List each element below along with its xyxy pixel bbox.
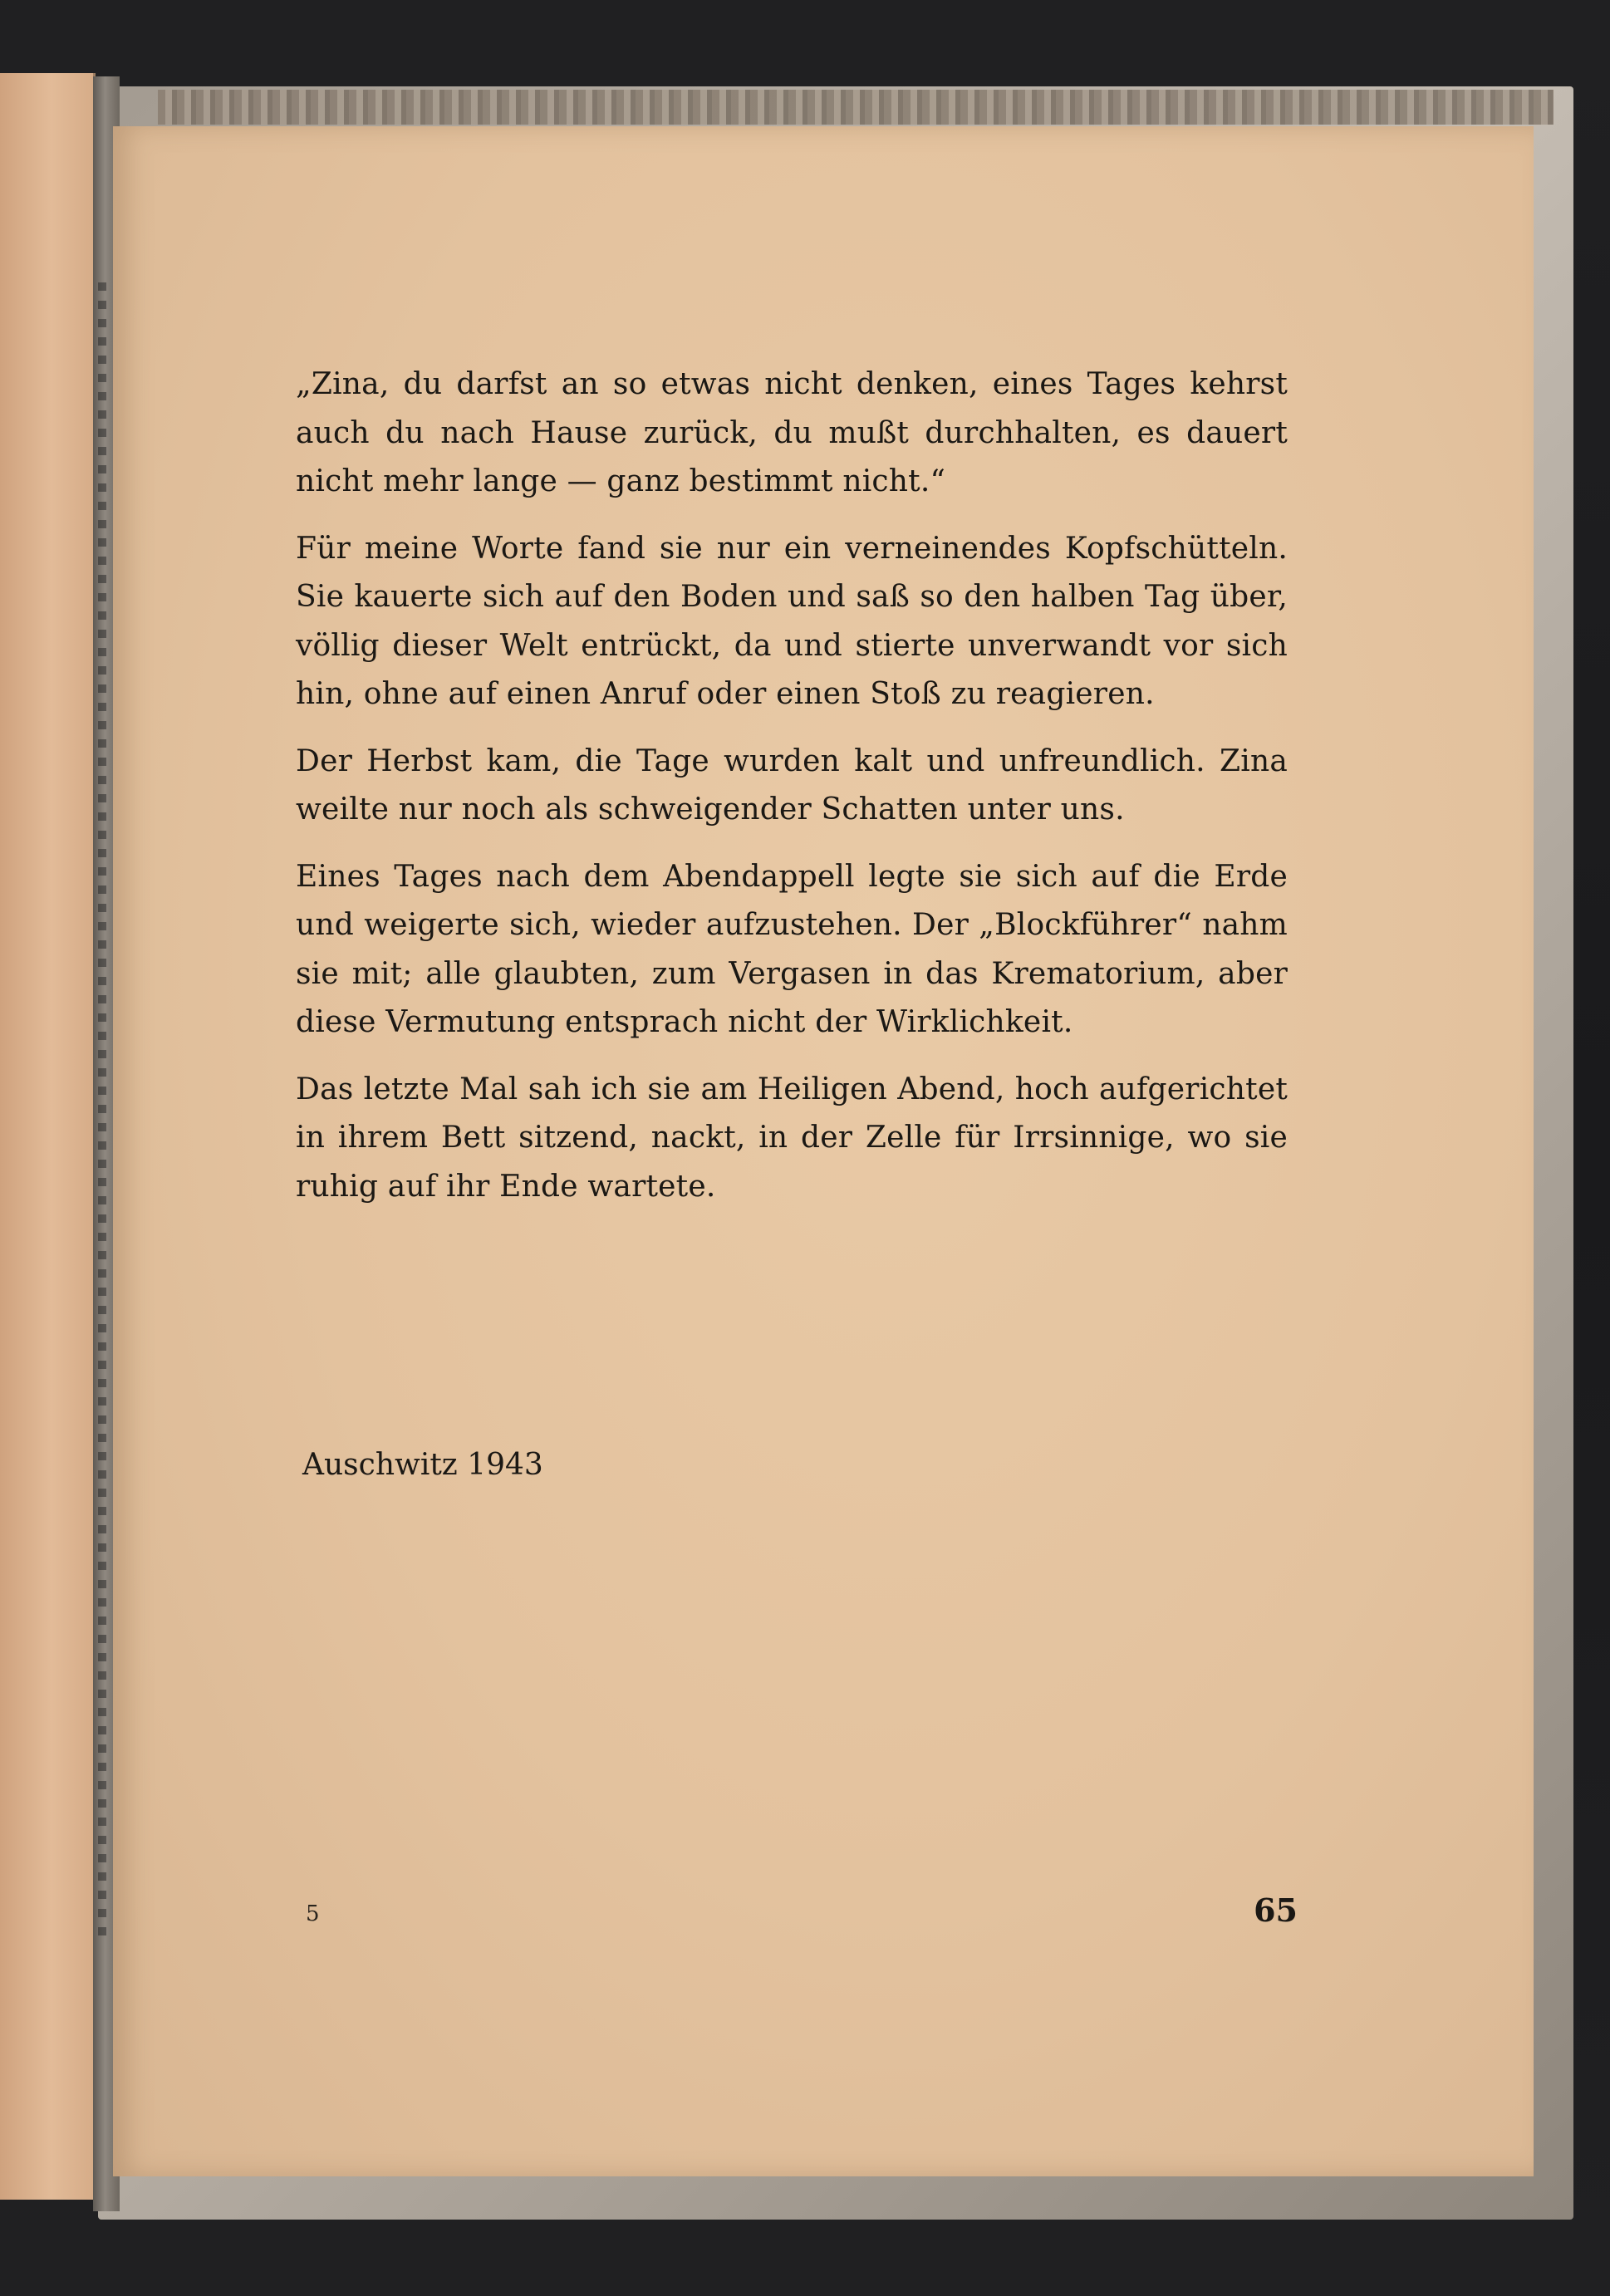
paragraph-3: Der Herbst kam, die Tage wurden kalt und unfreundlich. Zina weilte nur noch als schweigender Schatten unter uns.: [296, 743, 1288, 827]
signature-mark: 5: [306, 1901, 320, 1926]
spine-stitching: [98, 282, 106, 1944]
cover-edge-texture: [158, 90, 1554, 125]
page-number: 65: [1254, 1891, 1298, 1929]
paragraph-4: Eines Tages nach dem Abendappell legte sie sich auf die Erde und weigerte sich, wieder aufzustehen. Der „Blockführer“ nahm sie mit; alle glaubten, zum Vergasen in das Krematorium, aber diese Vermutung entsprach nicht der Wirklichkeit.: [296, 859, 1288, 1039]
paragraph-5: Das letzte Mal sah ich sie am Heiligen Abend, hoch aufgerichtet in ihrem Bett sitzend, nackt, in der Zelle für Irrsinnige, wo sie ruhig auf ihr Ende wartete.: [296, 1072, 1288, 1204]
body-text: [296, 361, 1288, 1229]
paragraph-2: Für meine Worte fand sie nur ein verneinendes Kopfschütteln. Sie kauerte sich auf den Boden und saß so den halben Tag über, völlig dieser Welt entrückt, da und stierte unverwandt vor sich hin, ohne auf einen Anruf oder einen Stoß zu reagieren.: [296, 531, 1288, 711]
previous-page-edge: [0, 73, 96, 2200]
paragraph-1: „Zina, du darfst an so etwas nicht denken, eines Tages kehrst auch du nach Hause zurück, du mußt durchhalten, es dauert nicht mehr lange — ganz bestimmt nicht.“: [296, 367, 1288, 498]
place-and-date: Auschwitz 1943: [302, 1448, 543, 1482]
